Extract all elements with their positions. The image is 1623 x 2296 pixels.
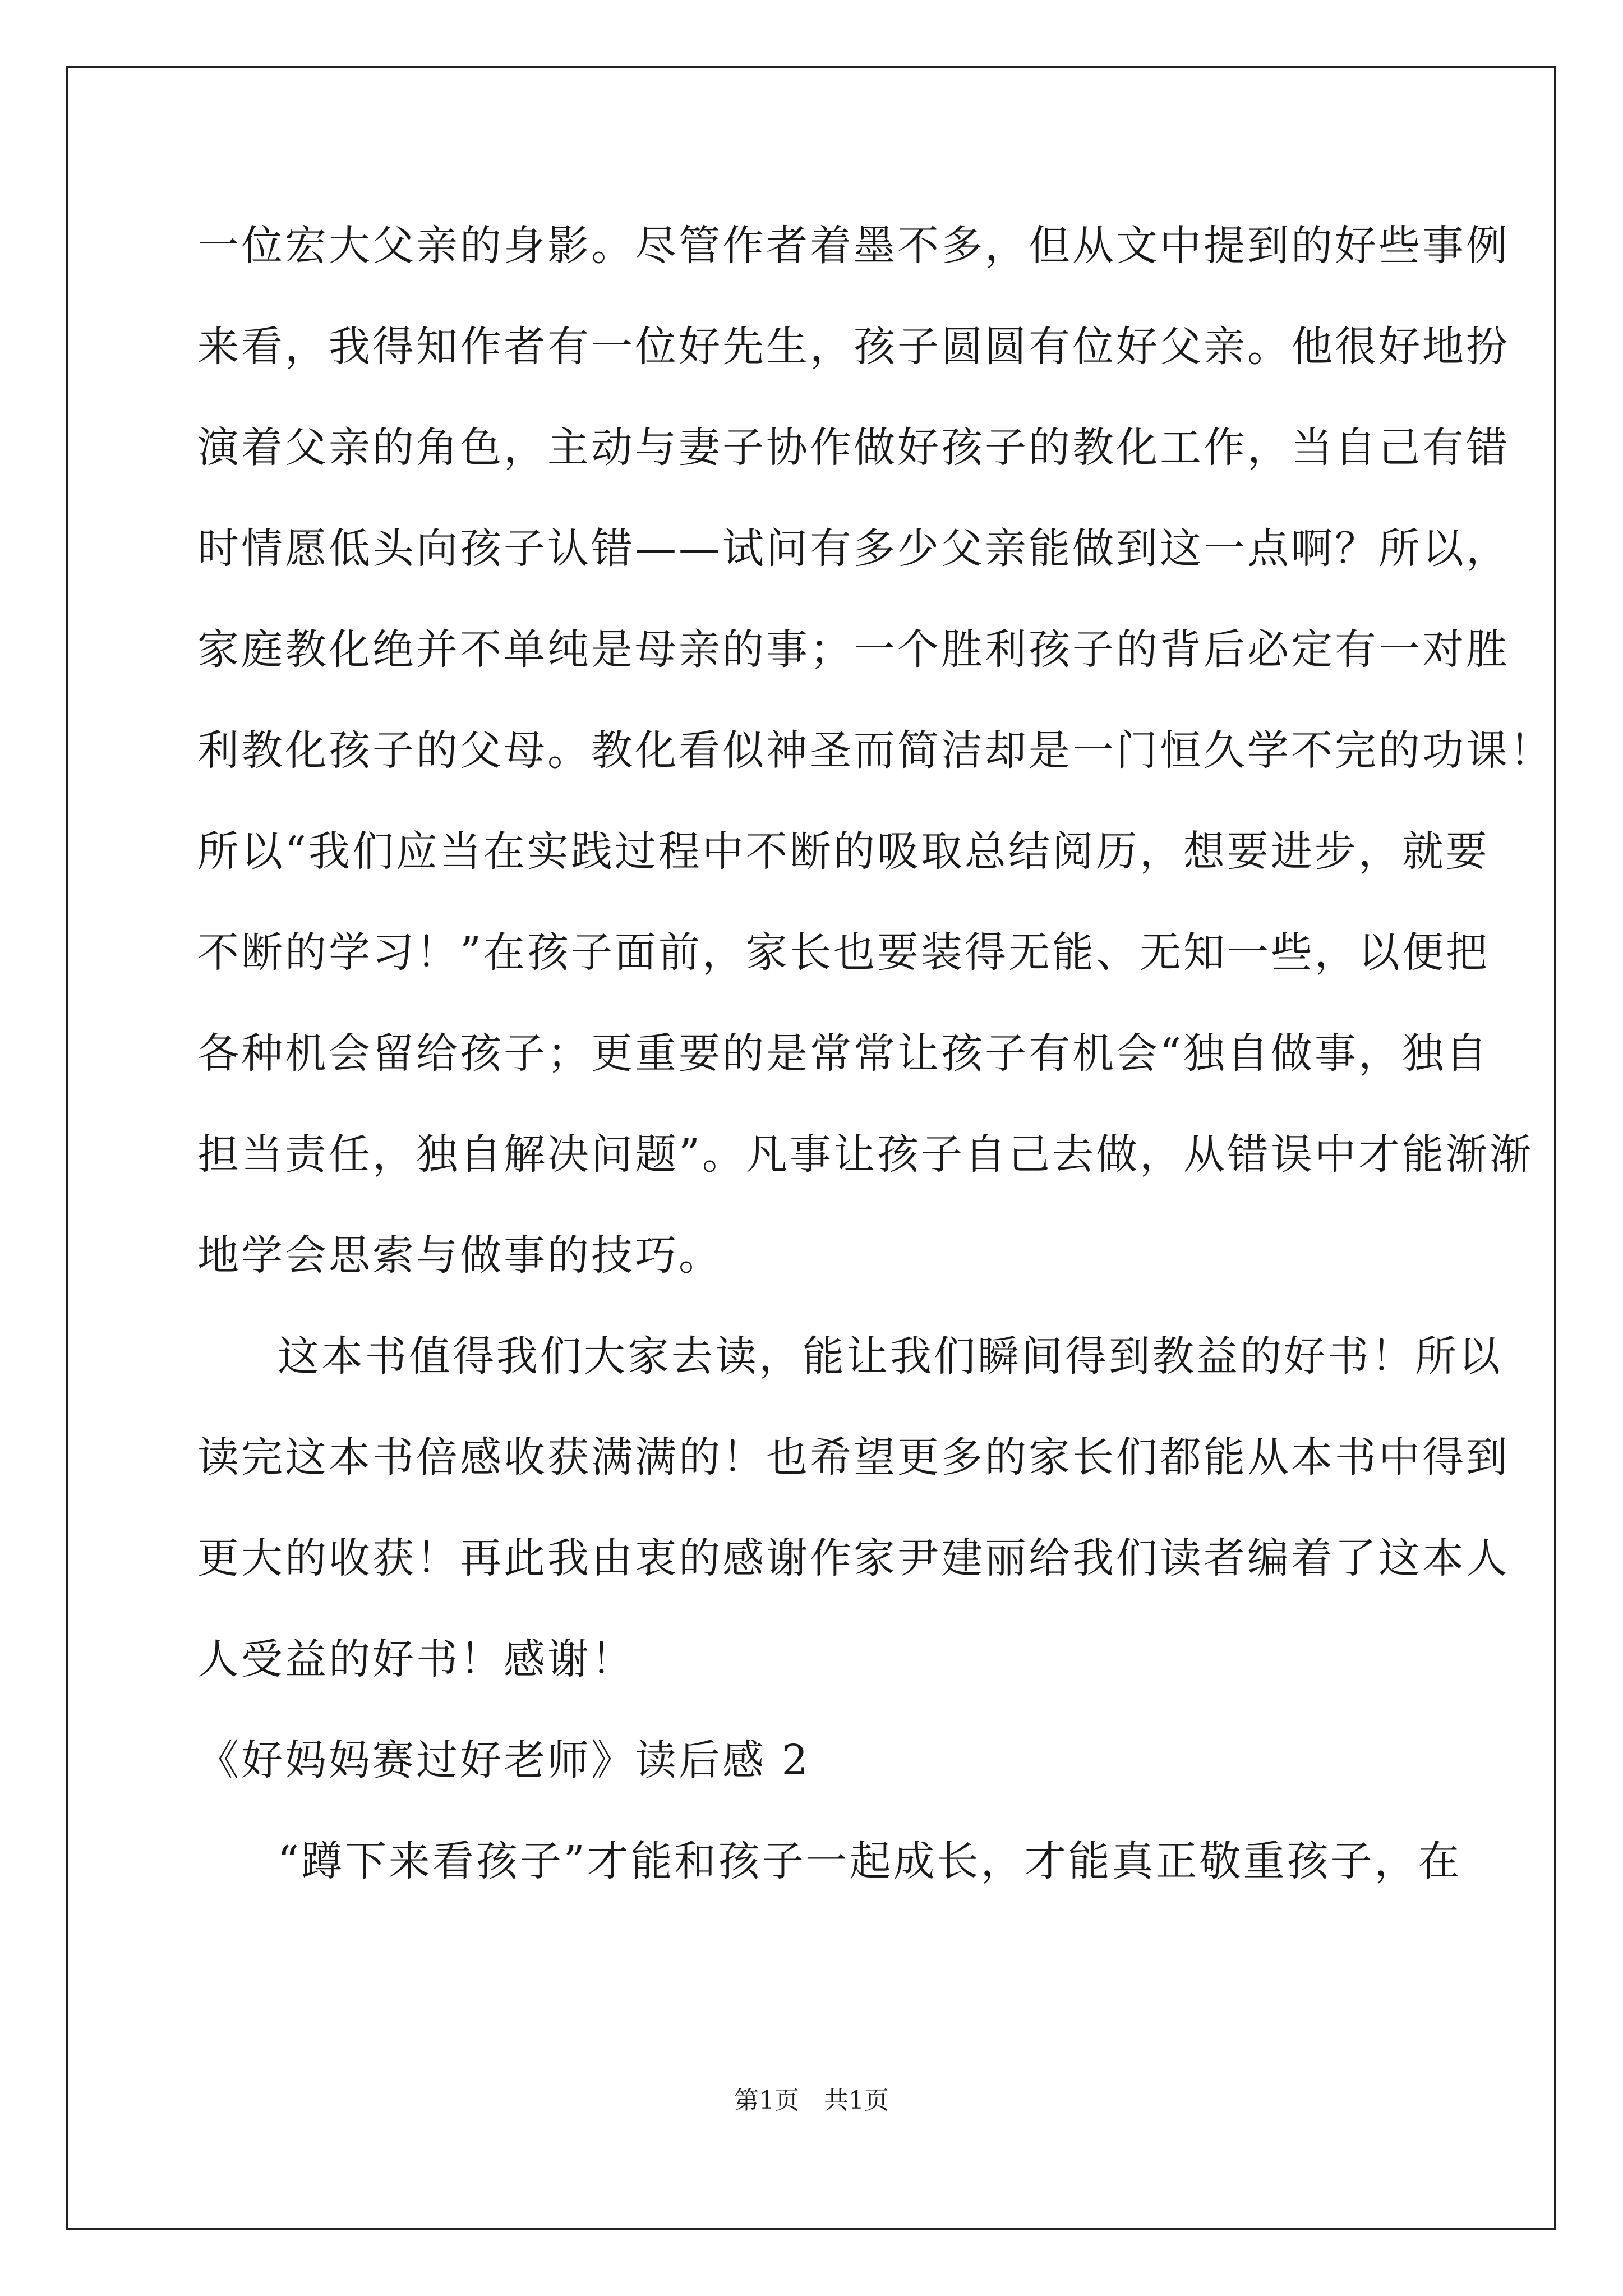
body-line-2: 来看，我得知作者有一位好先生，孩子圆圆有位好父亲。他很好地扮 bbox=[197, 323, 1510, 371]
section-2-line-1: “蹲下来看孩子”才能和孩子一起成长，才能真正敬重孩子，在 bbox=[278, 1837, 1462, 1885]
paragraph-2-line-4: 人受益的好书！感谢！ bbox=[197, 1635, 635, 1683]
paragraph-2-line-1: 这本书值得我们大家去读，能让我们瞬间得到教益的好书！所以 bbox=[278, 1332, 1502, 1381]
body-line-9: 各种机会留给孩子；更重要的是常常让孩子有机会“独自做事，独自 bbox=[197, 1029, 1490, 1078]
paragraph-2-line-2: 读完这本书倍感收获满满的！也希望更多的家长们都能从本书中得到 bbox=[197, 1433, 1510, 1481]
body-line-8: 不断的学习！”在孩子面前，家长也要装得无能、无知一些，以便把 bbox=[197, 928, 1490, 977]
page-footer: 第1页 共1页 bbox=[734, 2086, 889, 2115]
paragraph-2-line-3: 更大的收获！再此我由衷的感谢作家尹建丽给我们读者编着了这本人 bbox=[197, 1534, 1510, 1582]
body-line-7: 所以“我们应当在实践过程中不断的吸取总结阅历，想要进步，就要 bbox=[197, 827, 1490, 876]
body-line-10: 担当责任，独自解决问题”。凡事让孩子自己去做，从错误中才能渐渐 bbox=[197, 1130, 1533, 1179]
body-line-11: 地学会思索与做事的技巧。 bbox=[197, 1231, 722, 1280]
body-line-6: 利教化孩子的父母。教化看似神圣而简洁却是一门恒久学不完的功课！ bbox=[197, 726, 1553, 775]
body-line-3: 演着父亲的角色，主动与妻子协作做好孩子的教化工作，当自己有错 bbox=[197, 424, 1510, 472]
body-line-5: 家庭教化绝并不单纯是母亲的事；一个胜利孩子的背后必定有一对胜 bbox=[197, 625, 1510, 674]
section-heading: 《好妈妈赛过好老师》读后感 2 bbox=[197, 1736, 810, 1784]
body-line-1: 一位宏大父亲的身影。尽管作者着墨不多，但从文中提到的好些事例 bbox=[197, 222, 1510, 270]
body-line-4: 时情愿低头向孩子认错——试问有多少父亲能做到这一点啊？所以， bbox=[197, 524, 1510, 573]
